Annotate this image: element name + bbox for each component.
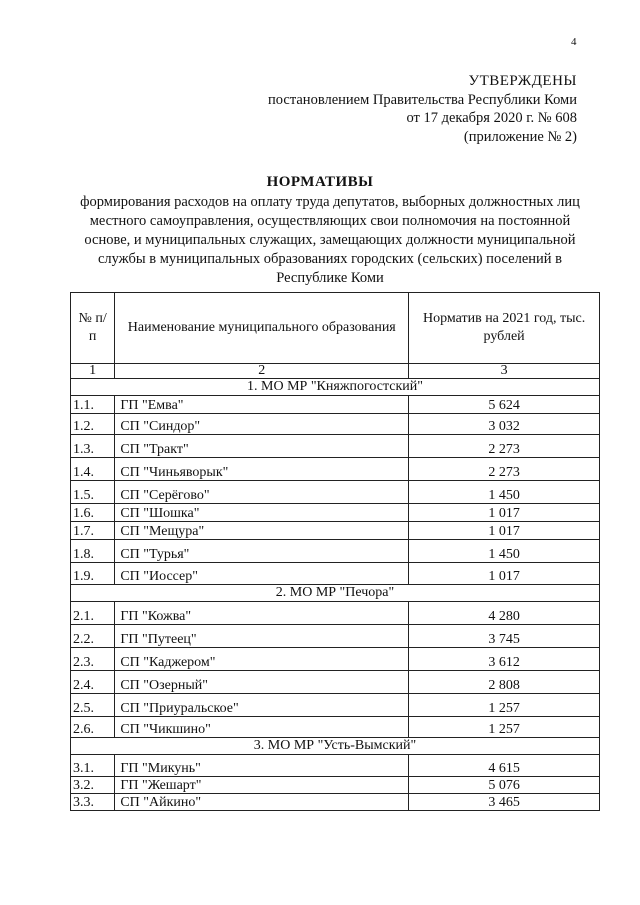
row-num: 3.2. <box>71 777 115 794</box>
row-name: ГП "Емва" <box>115 396 409 414</box>
group-title: 3. МО МР "Усть-Вымский" <box>71 738 600 755</box>
row-value: 2 273 <box>409 435 600 458</box>
row-num: 1.9. <box>71 563 115 585</box>
row-value: 3 032 <box>409 414 600 435</box>
row-value: 1 017 <box>409 563 600 585</box>
row-num: 3.1. <box>71 755 115 777</box>
header-num: № п/п <box>71 293 115 364</box>
row-value: 1 450 <box>409 481 600 504</box>
approval-heading: УТВЕРЖДЕНЫ <box>468 73 577 89</box>
row-value: 5 624 <box>409 396 600 414</box>
row-num: 2.6. <box>71 717 115 738</box>
row-name: СП "Мещура" <box>115 522 409 540</box>
table-row <box>71 540 600 563</box>
group-row <box>71 379 600 396</box>
approval-line-1: постановлением Правительства Республики Коми <box>268 91 577 108</box>
group-title: 1. МО МР "Княжпогостский" <box>71 379 600 396</box>
column-number: 2 <box>115 364 409 379</box>
row-name: СП "Чиньяворык" <box>115 458 409 481</box>
row-name: ГП "Кожва" <box>115 602 409 625</box>
table-row <box>71 481 600 504</box>
group-title: 2. МО МР "Печора" <box>71 585 600 602</box>
table-row <box>71 458 600 481</box>
table-row <box>71 717 600 738</box>
row-name: ГП "Жешарт" <box>115 777 409 794</box>
row-num: 1.4. <box>71 458 115 481</box>
document-subtitle: формирования расходов на оплату труда депутатов, выборных должностных лиц местного самоуправления, осуществляющих свои полномочия на постоянной основе, и муниципальных служащих, замещающих должности муниципальной службы в муниципальных образованиях городских (сельских) поселений в Республике Коми <box>80 194 580 286</box>
row-value: 2 273 <box>409 458 600 481</box>
row-num: 1.2. <box>71 414 115 435</box>
row-name: СП "Синдор" <box>115 414 409 435</box>
table-row <box>71 794 600 811</box>
header-norm: Норматив на 2021 год, тыс. рублей <box>409 293 600 364</box>
row-num: 2.5. <box>71 694 115 717</box>
table-row <box>71 563 600 585</box>
table-header-row <box>71 293 600 364</box>
row-name: СП "Турья" <box>115 540 409 563</box>
row-num: 1.8. <box>71 540 115 563</box>
row-value: 1 257 <box>409 717 600 738</box>
document-title: НОРМАТИВЫ <box>266 174 374 190</box>
row-num: 2.4. <box>71 671 115 694</box>
row-name: ГП "Путеец" <box>115 625 409 648</box>
table-row <box>71 414 600 435</box>
row-num: 2.3. <box>71 648 115 671</box>
row-value: 3 465 <box>409 794 600 811</box>
table-row <box>71 671 600 694</box>
row-name: СП "Иоссер" <box>115 563 409 585</box>
table-row <box>71 694 600 717</box>
row-value: 3 745 <box>409 625 600 648</box>
table-row <box>71 755 600 777</box>
row-name: ГП "Микунь" <box>115 755 409 777</box>
row-num: 1.6. <box>71 504 115 522</box>
row-name: СП "Каджером" <box>115 648 409 671</box>
column-number: 3 <box>409 364 600 379</box>
row-value: 5 076 <box>409 777 600 794</box>
row-num: 2.1. <box>71 602 115 625</box>
row-name: СП "Чикшино" <box>115 717 409 738</box>
row-value: 1 017 <box>409 522 600 540</box>
group-row <box>71 585 600 602</box>
row-value: 1 450 <box>409 540 600 563</box>
row-value: 4 280 <box>409 602 600 625</box>
row-num: 1.7. <box>71 522 115 540</box>
row-name: СП "Айкино" <box>115 794 409 811</box>
column-numbers-row <box>71 364 600 379</box>
approval-line-2: от 17 декабря 2020 г. № 608 <box>406 110 577 126</box>
table-row <box>71 396 600 414</box>
row-num: 1.5. <box>71 481 115 504</box>
row-value: 4 615 <box>409 755 600 777</box>
table-row <box>71 777 600 794</box>
column-number: 1 <box>71 364 115 379</box>
group-row <box>71 738 600 755</box>
table-row <box>71 648 600 671</box>
row-value: 3 612 <box>409 648 600 671</box>
page-number: 4 <box>571 36 577 48</box>
row-value: 2 808 <box>409 671 600 694</box>
table-row <box>71 522 600 540</box>
row-num: 2.2. <box>71 625 115 648</box>
row-num: 1.3. <box>71 435 115 458</box>
table-row <box>71 504 600 522</box>
table-row <box>71 625 600 648</box>
row-name: СП "Тракт" <box>115 435 409 458</box>
row-value: 1 257 <box>409 694 600 717</box>
approval-block <box>268 72 577 146</box>
row-name: СП "Приуральское" <box>115 694 409 717</box>
approval-line-3: (приложение № 2) <box>463 128 577 145</box>
row-num: 3.3. <box>71 794 115 811</box>
row-name: СП "Серёгово" <box>115 481 409 504</box>
header-name: Наименование муниципального образования <box>115 293 409 364</box>
table-row <box>71 435 600 458</box>
row-value: 1 017 <box>409 504 600 522</box>
norms-table <box>70 292 600 811</box>
row-name: СП "Шошка" <box>115 504 409 522</box>
row-name: СП "Озерный" <box>115 671 409 694</box>
row-num: 1.1. <box>71 396 115 414</box>
table-row <box>71 602 600 625</box>
